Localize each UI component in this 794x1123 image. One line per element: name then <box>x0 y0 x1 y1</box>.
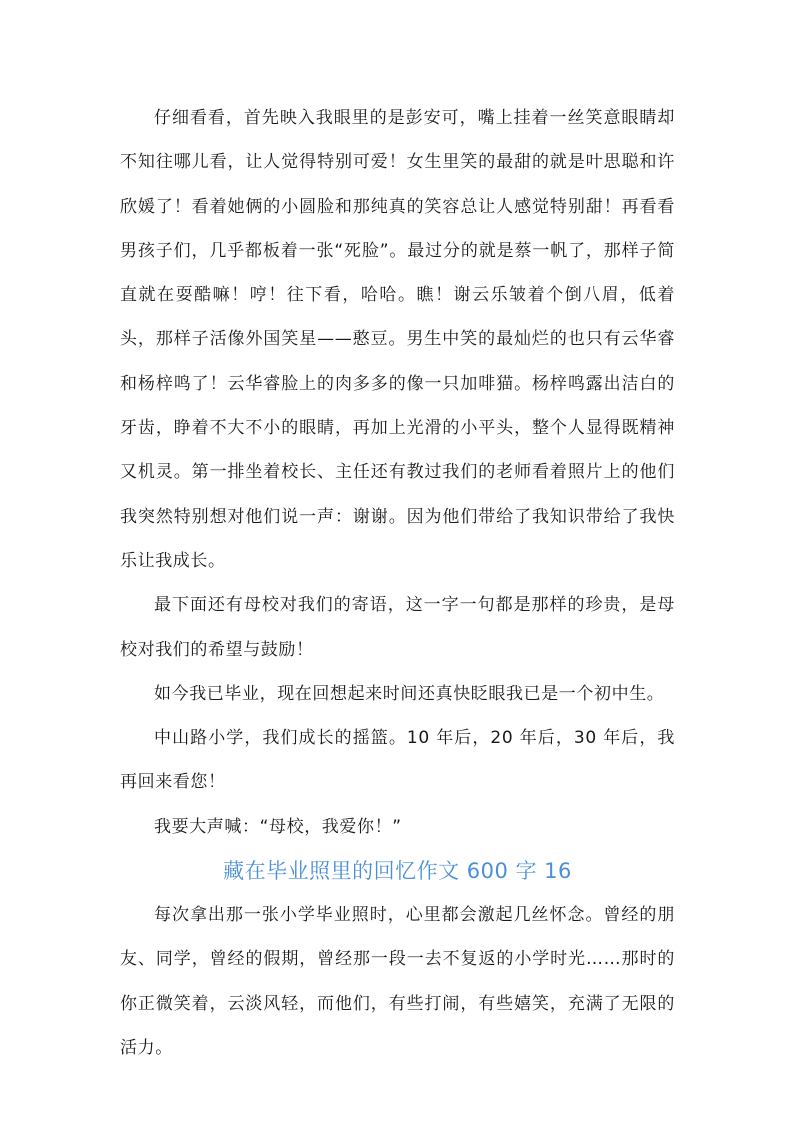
paragraph-zhongshan-road: 中山路小学，我们成长的摇篮。10 年后，20 年后，30 年后，我再回来看您！ <box>120 728 675 793</box>
paragraph-shout: 我要大声喊：“母校，我爱你！” <box>154 816 402 837</box>
paragraph-memories: 每次拿出那一张小学毕业照时，心里都会激起几丝怀念。曾经的朋友、同学，曾经的假期，曾经那一段一去不复返的小学时光……那时的你正微笑着，云淡风轻，而他们，有些打闹，有些嬉笑，充满了无限的活力。 <box>120 905 675 1058</box>
paragraph-school-message: 最下面还有母校对我们的寄语，这一字一句都是那样的珍贵，是母校对我们的希望与鼓励！ <box>120 595 675 660</box>
paragraph-class-photo: 仔细看看，首先映入我眼里的是彭安可，嘴上挂着一丝笑意眼睛却不知往哪儿看，让人觉得特别可爱！女生里笑的最甜的就是叶思聪和许欣媛了！看着她俩的小圆脸和那纯真的笑容总让人感觉特别甜！再看看男孩子们，几乎都板着一张“死脸”。最过分的就是蔡一帆了，那样子简直就在耍酷嘛！哼！往下看，哈哈。瞧！谢云乐皱着个倒八眉，低着头，那样子活像外国笑星——憨豆。男生中笑的最灿烂的也只有云华睿和杨梓鸣了！云华睿脸上的肉多多的像一只加啡猫。杨梓鸣露出洁白的牙齿，睁着不大不小的眼睛，再加上光滑的小平头，整个人显得既精神又机灵。第一排坐着校长、主任还有教过我们的老师看着照片上的他们我突然特别想对他们说一声：谢谢。因为他们带给了我知识带给了我快乐让我成长。 <box>120 108 675 571</box>
paragraph-graduated: 如今我已毕业，现在回想起来时间还真快眨眼我已是一个初中生。 <box>154 683 665 704</box>
document-page <box>120 96 675 1070</box>
essay-heading: 藏在毕业照里的回忆作文 600 字 16 <box>223 859 572 884</box>
